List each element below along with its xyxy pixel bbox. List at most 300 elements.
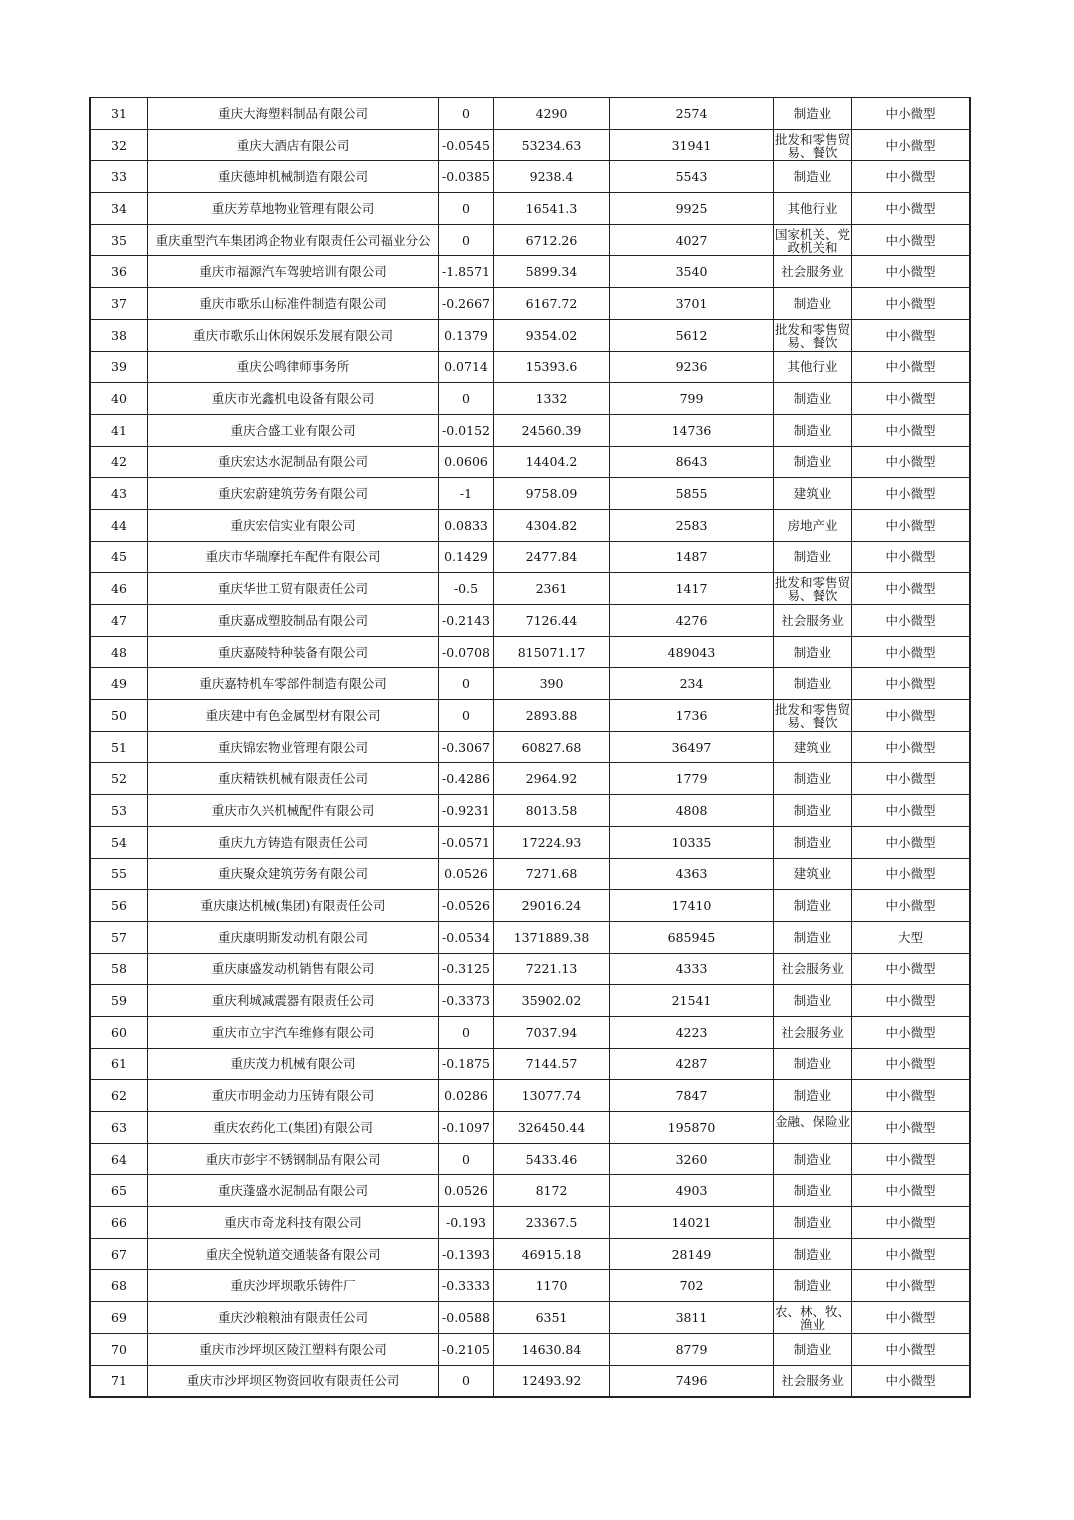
row-number-cell[interactable]: 50 (90, 700, 148, 732)
rate-cell[interactable]: 0.0526 (439, 858, 494, 890)
rate-cell[interactable]: -0.1097 (439, 1112, 494, 1144)
count-cell[interactable]: 5543 (610, 161, 774, 193)
industry-cell[interactable] (774, 858, 852, 890)
industry-cell[interactable] (774, 98, 852, 130)
rate-cell[interactable]: -0.9231 (439, 795, 494, 827)
industry-cell[interactable] (774, 256, 852, 288)
rate-cell[interactable]: -0.2667 (439, 288, 494, 320)
enterprise-size-cell[interactable]: 中小微型 (852, 1238, 971, 1270)
count-cell[interactable]: 489043 (610, 636, 774, 668)
enterprise-size-cell[interactable]: 中小微型 (852, 509, 971, 541)
company-name-cell[interactable]: 重庆德坤机械制造有限公司 (148, 161, 439, 193)
rate-cell[interactable]: -0.193 (439, 1207, 494, 1239)
amount-cell[interactable]: 14404.2 (494, 446, 610, 478)
enterprise-size-cell[interactable]: 中小微型 (852, 1048, 971, 1080)
amount-cell[interactable]: 9354.02 (494, 319, 610, 351)
enterprise-size-cell[interactable]: 中小微型 (852, 1270, 971, 1302)
enterprise-size-cell[interactable]: 中小微型 (852, 541, 971, 573)
enterprise-size-cell[interactable]: 中小微型 (852, 826, 971, 858)
amount-cell[interactable]: 6712.26 (494, 224, 610, 256)
company-name-cell[interactable]: 重庆蓬盛水泥制品有限公司 (148, 1175, 439, 1207)
company-name-cell[interactable]: 重庆市福源汽车驾驶培训有限公司 (148, 256, 439, 288)
rate-cell[interactable]: -0.3067 (439, 731, 494, 763)
count-cell[interactable]: 195870 (610, 1112, 774, 1144)
table-row (90, 1270, 970, 1302)
amount-cell[interactable]: 14630.84 (494, 1333, 610, 1365)
row-number-cell[interactable]: 53 (90, 795, 148, 827)
industry-cell[interactable] (774, 319, 852, 351)
industry-cell[interactable] (774, 700, 852, 732)
enterprise-size-cell[interactable]: 中小微型 (852, 605, 971, 637)
rate-cell[interactable]: -1 (439, 478, 494, 510)
row-number-cell[interactable]: 42 (90, 446, 148, 478)
enterprise-size-cell[interactable]: 中小微型 (852, 446, 971, 478)
company-name-cell[interactable]: 重庆市光鑫机电设备有限公司 (148, 383, 439, 415)
company-name-cell[interactable]: 重庆建中有色金属型材有限公司 (148, 700, 439, 732)
row-number-cell[interactable]: 56 (90, 890, 148, 922)
count-cell[interactable]: 3260 (610, 1143, 774, 1175)
industry-cell[interactable] (774, 1207, 852, 1239)
industry-cell[interactable] (774, 763, 852, 795)
rate-cell[interactable]: -0.2105 (439, 1333, 494, 1365)
amount-cell[interactable]: 2964.92 (494, 763, 610, 795)
table-row (90, 383, 970, 415)
row-number-cell[interactable]: 44 (90, 509, 148, 541)
industry-cell[interactable] (774, 1175, 852, 1207)
company-name-cell[interactable]: 重庆市奇龙科技有限公司 (148, 1207, 439, 1239)
count-cell[interactable]: 3540 (610, 256, 774, 288)
amount-cell[interactable]: 2893.88 (494, 700, 610, 732)
company-name-cell[interactable]: 重庆嘉成塑胶制品有限公司 (148, 605, 439, 637)
industry-cell[interactable] (774, 636, 852, 668)
rate-cell[interactable]: 0 (439, 1143, 494, 1175)
table-row (90, 985, 970, 1017)
row-number-cell[interactable]: 33 (90, 161, 148, 193)
company-name-cell[interactable]: 重庆公鸣律师事务所 (148, 351, 439, 383)
enterprise-size-cell[interactable]: 中小微型 (852, 1112, 971, 1144)
row-number-cell[interactable]: 46 (90, 573, 148, 605)
row-number-cell[interactable]: 34 (90, 193, 148, 225)
industry-cell[interactable] (774, 224, 852, 256)
rate-cell[interactable]: -0.1393 (439, 1238, 494, 1270)
row-number-cell[interactable]: 70 (90, 1333, 148, 1365)
company-name-cell[interactable]: 重庆合盛工业有限公司 (148, 414, 439, 446)
industry-cell[interactable] (774, 953, 852, 985)
company-name-cell[interactable]: 重庆市久兴机械配件有限公司 (148, 795, 439, 827)
count-cell[interactable]: 4333 (610, 953, 774, 985)
count-cell[interactable]: 31941 (610, 129, 774, 161)
rate-cell[interactable]: -0.0708 (439, 636, 494, 668)
rate-cell[interactable]: -0.0385 (439, 161, 494, 193)
amount-cell[interactable]: 12493.92 (494, 1365, 610, 1397)
row-number-cell[interactable]: 49 (90, 668, 148, 700)
row-number-cell[interactable]: 63 (90, 1112, 148, 1144)
industry-cell[interactable] (774, 414, 852, 446)
company-name-cell[interactable]: 重庆市彭宇不锈钢制品有限公司 (148, 1143, 439, 1175)
row-number-cell[interactable]: 37 (90, 288, 148, 320)
row-number-cell[interactable]: 39 (90, 351, 148, 383)
count-cell[interactable]: 4808 (610, 795, 774, 827)
count-cell[interactable]: 1736 (610, 700, 774, 732)
count-cell[interactable]: 4363 (610, 858, 774, 890)
row-number-cell[interactable]: 31 (90, 98, 148, 130)
count-cell[interactable]: 28149 (610, 1238, 774, 1270)
amount-cell[interactable]: 7126.44 (494, 605, 610, 637)
amount-cell[interactable]: 815071.17 (494, 636, 610, 668)
industry-cell[interactable] (774, 890, 852, 922)
industry-cell[interactable] (774, 1143, 852, 1175)
count-cell[interactable]: 4223 (610, 1016, 774, 1048)
industry-cell[interactable] (774, 826, 852, 858)
row-number-cell[interactable]: 67 (90, 1238, 148, 1270)
row-number-cell[interactable]: 59 (90, 985, 148, 1017)
industry-cell[interactable] (774, 605, 852, 637)
company-name-cell[interactable]: 重庆茂力机械有限公司 (148, 1048, 439, 1080)
enterprise-size-cell[interactable]: 中小微型 (852, 1333, 971, 1365)
amount-cell[interactable]: 7221.13 (494, 953, 610, 985)
row-number-cell[interactable]: 41 (90, 414, 148, 446)
amount-cell[interactable]: 7037.94 (494, 1016, 610, 1048)
amount-cell[interactable]: 326450.44 (494, 1112, 610, 1144)
amount-cell[interactable]: 53234.63 (494, 129, 610, 161)
row-number-cell[interactable]: 55 (90, 858, 148, 890)
count-cell[interactable]: 8779 (610, 1333, 774, 1365)
count-cell[interactable]: 9925 (610, 193, 774, 225)
enterprise-size-cell[interactable]: 中小微型 (852, 1143, 971, 1175)
amount-cell[interactable]: 5899.34 (494, 256, 610, 288)
row-number-cell[interactable]: 66 (90, 1207, 148, 1239)
amount-cell[interactable]: 46915.18 (494, 1238, 610, 1270)
company-name-cell[interactable]: 重庆市歌乐山休闲娱乐发展有限公司 (148, 319, 439, 351)
company-name-cell[interactable]: 重庆嘉陵特种装备有限公司 (148, 636, 439, 668)
row-number-cell[interactable]: 52 (90, 763, 148, 795)
enterprise-size-cell[interactable]: 中小微型 (852, 1175, 971, 1207)
count-cell[interactable]: 5612 (610, 319, 774, 351)
company-name-cell[interactable]: 重庆市沙坪坝区物资回收有限责任公司 (148, 1365, 439, 1397)
enterprise-size-cell[interactable]: 中小微型 (852, 1080, 971, 1112)
count-cell[interactable]: 685945 (610, 921, 774, 953)
row-number-cell[interactable]: 40 (90, 383, 148, 415)
company-name-cell[interactable]: 重庆农药化工(集团)有限公司 (148, 1112, 439, 1144)
company-name-cell[interactable]: 重庆沙坪坝歌乐铸件厂 (148, 1270, 439, 1302)
enterprise-size-cell[interactable]: 中小微型 (852, 1302, 971, 1334)
count-cell[interactable]: 9236 (610, 351, 774, 383)
enterprise-size-cell[interactable]: 中小微型 (852, 985, 971, 1017)
industry-cell[interactable] (774, 446, 852, 478)
company-name-cell[interactable]: 重庆宏达水泥制品有限公司 (148, 446, 439, 478)
count-cell[interactable]: 7496 (610, 1365, 774, 1397)
enterprise-size-cell[interactable]: 中小微型 (852, 573, 971, 605)
rate-cell[interactable]: -0.0534 (439, 921, 494, 953)
industry-cell[interactable] (774, 1080, 852, 1112)
amount-cell[interactable]: 2477.84 (494, 541, 610, 573)
rate-cell[interactable]: 0.0606 (439, 446, 494, 478)
industry-cell[interactable] (774, 288, 852, 320)
enterprise-size-cell[interactable]: 中小微型 (852, 1365, 971, 1397)
spreadsheet-page (89, 97, 971, 1398)
count-cell[interactable]: 17410 (610, 890, 774, 922)
company-name-cell[interactable]: 重庆利城减震器有限责任公司 (148, 985, 439, 1017)
enterprise-size-cell[interactable]: 中小微型 (852, 351, 971, 383)
industry-cell[interactable] (774, 985, 852, 1017)
rate-cell[interactable]: 0 (439, 700, 494, 732)
count-cell[interactable]: 1417 (610, 573, 774, 605)
row-number-cell[interactable]: 61 (90, 1048, 148, 1080)
count-cell[interactable]: 2574 (610, 98, 774, 130)
rate-cell[interactable]: -0.2143 (439, 605, 494, 637)
company-name-cell[interactable]: 重庆市立宇汽车维修有限公司 (148, 1016, 439, 1048)
enterprise-size-cell[interactable]: 中小微型 (852, 795, 971, 827)
amount-cell[interactable]: 390 (494, 668, 610, 700)
industry-cell[interactable] (774, 193, 852, 225)
industry-text: 制造业 (793, 803, 832, 817)
row-number-cell[interactable]: 35 (90, 224, 148, 256)
count-cell[interactable]: 799 (610, 383, 774, 415)
enterprise-size-cell[interactable]: 中小微型 (852, 731, 971, 763)
enterprise-size-cell[interactable]: 中小微型 (852, 193, 971, 225)
enterprise-size-cell[interactable]: 中小微型 (852, 224, 971, 256)
amount-cell[interactable]: 5433.46 (494, 1143, 610, 1175)
amount-cell[interactable]: 4304.82 (494, 509, 610, 541)
row-number-cell[interactable]: 69 (90, 1302, 148, 1334)
enterprise-size-cell[interactable]: 中小微型 (852, 890, 971, 922)
enterprise-size-cell[interactable]: 中小微型 (852, 161, 971, 193)
amount-cell[interactable]: 7271.68 (494, 858, 610, 890)
company-name-cell[interactable]: 重庆全悦轨道交通装备有限公司 (148, 1238, 439, 1270)
rate-cell[interactable]: -0.3333 (439, 1270, 494, 1302)
amount-cell[interactable]: 29016.24 (494, 890, 610, 922)
company-name-cell[interactable]: 重庆宏蔚建筑劳务有限公司 (148, 478, 439, 510)
amount-cell[interactable]: 1371889.38 (494, 921, 610, 953)
count-cell[interactable]: 21541 (610, 985, 774, 1017)
company-name-cell[interactable]: 重庆锦宏物业管理有限公司 (148, 731, 439, 763)
industry-text: 制造业 (793, 392, 832, 406)
amount-cell[interactable]: 4290 (494, 98, 610, 130)
amount-cell[interactable]: 8013.58 (494, 795, 610, 827)
enterprise-size-cell[interactable]: 中小微型 (852, 858, 971, 890)
enterprise-size-cell[interactable]: 中小微型 (852, 700, 971, 732)
enterprise-size-cell[interactable]: 中小微型 (852, 129, 971, 161)
count-cell[interactable]: 4276 (610, 605, 774, 637)
row-number-cell[interactable]: 71 (90, 1365, 148, 1397)
industry-cell[interactable] (774, 1238, 852, 1270)
count-cell[interactable]: 10335 (610, 826, 774, 858)
rate-cell[interactable]: 0 (439, 193, 494, 225)
amount-cell[interactable]: 60827.68 (494, 731, 610, 763)
industry-cell[interactable] (774, 129, 852, 161)
rate-cell[interactable]: -0.0152 (439, 414, 494, 446)
industry-text: 国家机关、党政机关和 (774, 226, 850, 254)
rate-cell[interactable]: 0.0714 (439, 351, 494, 383)
company-name-cell[interactable]: 重庆宏信实业有限公司 (148, 509, 439, 541)
industry-cell[interactable] (774, 383, 852, 415)
table-row (90, 288, 970, 320)
count-cell[interactable]: 234 (610, 668, 774, 700)
amount-cell[interactable]: 7144.57 (494, 1048, 610, 1080)
amount-cell[interactable]: 1170 (494, 1270, 610, 1302)
count-cell[interactable]: 14021 (610, 1207, 774, 1239)
row-number-cell[interactable]: 45 (90, 541, 148, 573)
rate-cell[interactable]: -0.3373 (439, 985, 494, 1017)
count-cell[interactable]: 1487 (610, 541, 774, 573)
count-cell[interactable]: 4903 (610, 1175, 774, 1207)
rate-cell[interactable]: -0.0588 (439, 1302, 494, 1334)
enterprise-size-cell[interactable]: 中小微型 (852, 953, 971, 985)
count-cell[interactable]: 4287 (610, 1048, 774, 1080)
amount-cell[interactable]: 2361 (494, 573, 610, 605)
industry-cell[interactable] (774, 731, 852, 763)
industry-cell[interactable] (774, 573, 852, 605)
row-number-cell[interactable]: 58 (90, 953, 148, 985)
count-cell[interactable]: 8643 (610, 446, 774, 478)
company-name-cell[interactable]: 重庆大海塑料制品有限公司 (148, 98, 439, 130)
row-number-cell[interactable]: 57 (90, 921, 148, 953)
row-number-cell[interactable]: 51 (90, 731, 148, 763)
industry-cell[interactable] (774, 161, 852, 193)
amount-cell[interactable]: 17224.93 (494, 826, 610, 858)
amount-cell[interactable]: 8172 (494, 1175, 610, 1207)
rate-cell[interactable]: -0.1875 (439, 1048, 494, 1080)
enterprise-size-cell[interactable]: 中小微型 (852, 319, 971, 351)
industry-cell[interactable] (774, 351, 852, 383)
rate-cell[interactable]: -0.0526 (439, 890, 494, 922)
table-row (90, 1080, 970, 1112)
count-cell[interactable]: 3811 (610, 1302, 774, 1334)
count-cell[interactable]: 5855 (610, 478, 774, 510)
company-name-cell[interactable]: 重庆芳草地物业管理有限公司 (148, 193, 439, 225)
rate-cell[interactable]: -1.8571 (439, 256, 494, 288)
company-name-cell[interactable]: 重庆嘉特机车零部件制造有限公司 (148, 668, 439, 700)
count-cell[interactable]: 3701 (610, 288, 774, 320)
rate-cell[interactable]: 0 (439, 1016, 494, 1048)
rate-cell[interactable]: -0.0545 (439, 129, 494, 161)
rate-cell[interactable]: 0.0833 (439, 509, 494, 541)
industry-cell[interactable] (774, 1016, 852, 1048)
amount-cell[interactable]: 15393.6 (494, 351, 610, 383)
row-number-cell[interactable]: 32 (90, 129, 148, 161)
row-number-cell[interactable]: 65 (90, 1175, 148, 1207)
count-cell[interactable]: 4027 (610, 224, 774, 256)
amount-cell[interactable]: 35902.02 (494, 985, 610, 1017)
table-row (90, 509, 970, 541)
company-name-cell[interactable]: 重庆市明金动力压铸有限公司 (148, 1080, 439, 1112)
rate-cell[interactable]: -0.3125 (439, 953, 494, 985)
rate-cell[interactable]: 0.1379 (439, 319, 494, 351)
amount-cell[interactable]: 6351 (494, 1302, 610, 1334)
rate-cell[interactable]: 0 (439, 383, 494, 415)
rate-cell[interactable]: 0.1429 (439, 541, 494, 573)
row-number-cell[interactable]: 54 (90, 826, 148, 858)
company-name-cell[interactable]: 重庆精铁机械有限责任公司 (148, 763, 439, 795)
company-name-cell[interactable]: 重庆康盛发动机销售有限公司 (148, 953, 439, 985)
amount-cell[interactable]: 24560.39 (494, 414, 610, 446)
company-name-cell[interactable]: 重庆市歌乐山标准件制造有限公司 (148, 288, 439, 320)
industry-cell[interactable] (774, 1302, 852, 1334)
industry-cell[interactable] (774, 921, 852, 953)
enterprise-size-cell[interactable]: 中小微型 (852, 383, 971, 415)
rate-cell[interactable]: 0 (439, 98, 494, 130)
rate-cell[interactable]: -0.5 (439, 573, 494, 605)
rate-cell[interactable]: 0.0526 (439, 1175, 494, 1207)
amount-cell[interactable]: 13077.74 (494, 1080, 610, 1112)
rate-cell[interactable]: -0.0571 (439, 826, 494, 858)
company-name-cell[interactable]: 重庆康达机械(集团)有限责任公司 (148, 890, 439, 922)
company-name-cell[interactable]: 重庆华世工贸有限责任公司 (148, 573, 439, 605)
company-name-cell[interactable]: 重庆重型汽车集团鸿企物业有限责任公司福业分公 (148, 224, 439, 256)
count-cell[interactable]: 14736 (610, 414, 774, 446)
enterprise-size-cell[interactable]: 中小微型 (852, 414, 971, 446)
amount-cell[interactable]: 6167.72 (494, 288, 610, 320)
amount-cell[interactable]: 9758.09 (494, 478, 610, 510)
row-number-cell[interactable]: 64 (90, 1143, 148, 1175)
rate-cell[interactable]: -0.4286 (439, 763, 494, 795)
rate-cell[interactable]: 0 (439, 1365, 494, 1397)
enterprise-size-cell[interactable]: 中小微型 (852, 256, 971, 288)
enterprise-size-cell[interactable]: 中小微型 (852, 668, 971, 700)
row-number-cell[interactable]: 43 (90, 478, 148, 510)
enterprise-size-cell[interactable]: 大型 (852, 921, 971, 953)
company-name-cell[interactable]: 重庆聚众建筑劳务有限公司 (148, 858, 439, 890)
amount-cell[interactable]: 23367.5 (494, 1207, 610, 1239)
industry-cell[interactable] (774, 668, 852, 700)
industry-text: 制造业 (793, 677, 832, 691)
row-number-cell[interactable]: 48 (90, 636, 148, 668)
company-name-cell[interactable]: 重庆康明斯发动机有限公司 (148, 921, 439, 953)
table-row (90, 414, 970, 446)
enterprise-size-cell[interactable]: 中小微型 (852, 98, 971, 130)
industry-cell[interactable] (774, 795, 852, 827)
rate-cell[interactable]: 0 (439, 668, 494, 700)
row-number-cell[interactable]: 62 (90, 1080, 148, 1112)
row-number-cell[interactable]: 47 (90, 605, 148, 637)
amount-cell[interactable]: 9238.4 (494, 161, 610, 193)
count-cell[interactable]: 2583 (610, 509, 774, 541)
rate-cell[interactable]: 0.0286 (439, 1080, 494, 1112)
row-number-cell[interactable]: 36 (90, 256, 148, 288)
enterprise-size-cell[interactable]: 中小微型 (852, 636, 971, 668)
row-number-cell[interactable]: 38 (90, 319, 148, 351)
company-name-cell[interactable]: 重庆市华瑞摩托车配件有限公司 (148, 541, 439, 573)
count-cell[interactable]: 7847 (610, 1080, 774, 1112)
company-name-cell[interactable]: 重庆市沙坪坝区陵江塑料有限公司 (148, 1333, 439, 1365)
amount-cell[interactable]: 1332 (494, 383, 610, 415)
company-name-cell[interactable]: 重庆大酒店有限公司 (148, 129, 439, 161)
industry-cell[interactable] (774, 1270, 852, 1302)
row-number-cell[interactable]: 60 (90, 1016, 148, 1048)
count-cell[interactable]: 36497 (610, 731, 774, 763)
industry-cell[interactable] (774, 1048, 852, 1080)
industry-cell[interactable] (774, 509, 852, 541)
enterprise-size-cell[interactable]: 中小微型 (852, 288, 971, 320)
row-number-cell[interactable]: 68 (90, 1270, 148, 1302)
rate-cell[interactable]: 0 (439, 224, 494, 256)
company-name-cell[interactable]: 重庆九方铸造有限责任公司 (148, 826, 439, 858)
industry-cell[interactable] (774, 541, 852, 573)
enterprise-size-cell[interactable]: 中小微型 (852, 763, 971, 795)
amount-cell[interactable]: 16541.3 (494, 193, 610, 225)
enterprise-size-cell[interactable]: 中小微型 (852, 478, 971, 510)
enterprise-size-cell[interactable]: 中小微型 (852, 1016, 971, 1048)
count-cell[interactable]: 702 (610, 1270, 774, 1302)
industry-cell[interactable] (774, 478, 852, 510)
industry-cell[interactable] (774, 1365, 852, 1397)
company-name-cell[interactable]: 重庆沙粮粮油有限责任公司 (148, 1302, 439, 1334)
count-cell[interactable]: 1779 (610, 763, 774, 795)
enterprise-size-cell[interactable]: 中小微型 (852, 1207, 971, 1239)
industry-cell[interactable] (774, 1333, 852, 1365)
table-row (90, 921, 970, 953)
industry-cell[interactable] (774, 1112, 852, 1144)
